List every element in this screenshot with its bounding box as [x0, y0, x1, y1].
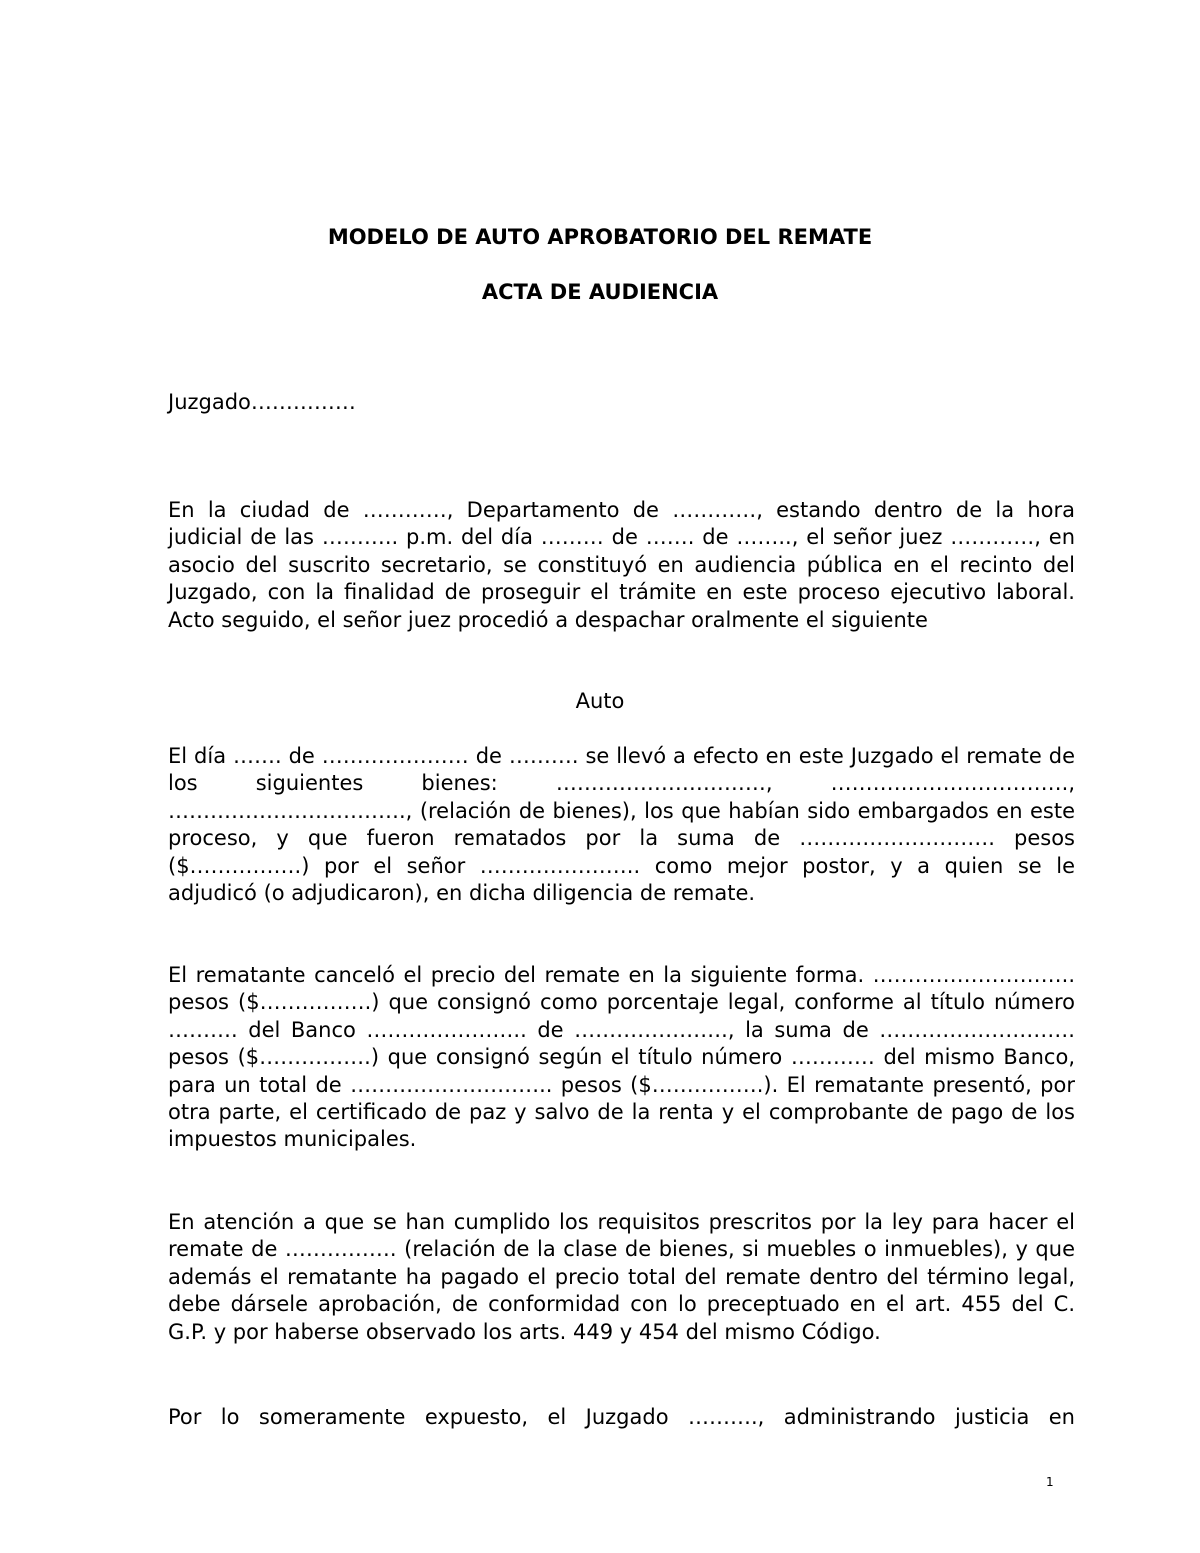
document-subtitle: ACTA DE AUDIENCIA [481, 280, 719, 304]
court-line: Juzgado…………… [168, 390, 356, 414]
remate-paragraph: El día ……. de ………………… de ………. se llevó a efecto en este Juzgado el remate de los siguientes bienes: …………………………, ……………………………., ……………………………., (relación de bienes), los que habían sido embargados en este proceso, y que fueron rematados por la suma de ………………………. pesos ($…………….) por el señor ………………….. como mejor postor, y a quien se le adjudicó (o adjudicaron), en dicha diligencia de remate. [168, 744, 1075, 906]
page-number: 1 [1046, 1475, 1054, 1489]
approval-paragraph: En atención a que se han cumplido los requisitos prescritos por la ley para hacer el remate de ……………. (relación de la clase de bienes, si muebles o inmuebles), y que además el rematante ha pagado el precio total del remate dentro del término legal, debe dársele aprobación, de conformidad con lo preceptuado en el art. 455 del C. G.P. y por haberse observado los arts. 449 y 454 del mismo Código. [168, 1210, 1075, 1344]
conclusion-paragraph: Por lo someramente expuesto, el Juzgado ………., administrando justicia en [168, 1405, 1075, 1429]
payment-paragraph: El rematante canceló el precio del remate en la siguiente forma. ……………………….. pesos ($…………….) que consignó como porcentaje legal, conforme al título número ………. del Banco ………………….. de …………………., la suma de ………………………. pesos ($…………….) que consignó según el título número ………… del mismo Banco, para un total de ……………………….. pesos ($…………….). El rematante presentó, por otra parte, el certificado de paz y salvo de la renta y el comprobante de pago de los impuestos municipales. [168, 963, 1075, 1152]
opening-paragraph: En la ciudad de …………, Departamento de …………, estando dentro de la hora judicial de las ……….. p.m. del día ……… de ……. de …….., el señor juez …………, en asocio del suscrito secretario, se constituyó en audiencia pública en el recinto del Juzgado, con la finalidad de proseguir el trámite en este proceso ejecutivo laboral. Acto seguido, el señor juez procedió a despachar oralmente el siguiente [168, 498, 1075, 632]
document-title: MODELO DE AUTO APROBATORIO DEL REMATE [327, 225, 873, 249]
auto-heading: Auto [575, 689, 625, 713]
